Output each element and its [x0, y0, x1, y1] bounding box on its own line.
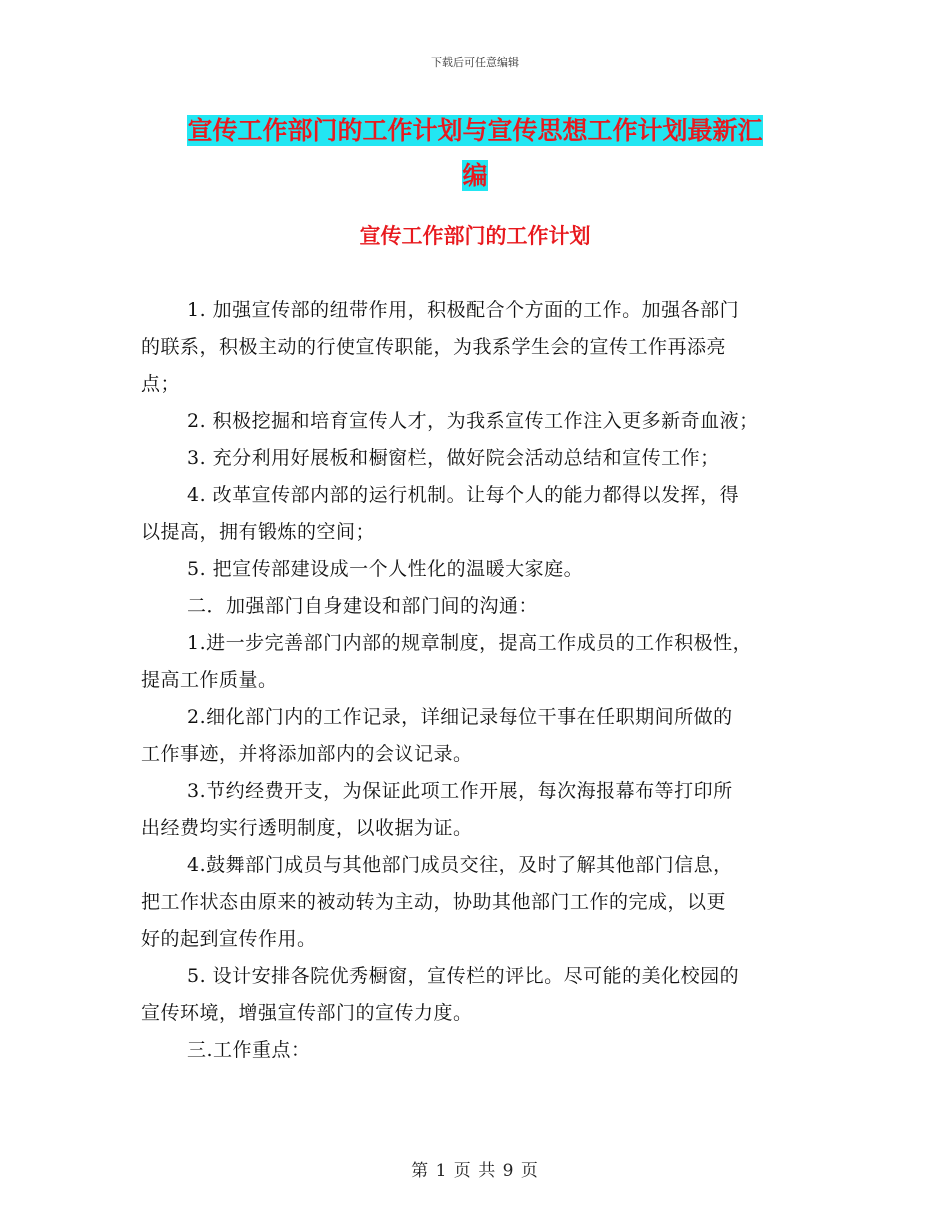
paragraph	[141, 292, 821, 403]
document-title-line: 宣传工作部门的工作计划与宣传思想工作计划最新汇	[187, 116, 763, 145]
paragraph-line: 二．加强部门自身建设和部门间的沟通：	[187, 595, 539, 617]
paragraph-line: 2.细化部门内的工作记录，详细记录每位干事在任职期间所做的	[187, 706, 733, 728]
paragraph	[141, 625, 821, 699]
paragraph	[141, 773, 821, 847]
paragraph-line: 1. 加强宣传部的纽带作用，积极配合个方面的工作。加强各部门	[187, 299, 740, 321]
paragraph-line: 3. 充分利用好展板和橱窗栏，做好院会活动总结和宣传工作；	[187, 447, 720, 469]
paragraph-line: 好的起到宣传作用。	[141, 928, 317, 950]
paragraph	[141, 1032, 821, 1069]
paragraph-line: 出经费均实行透明制度，以收据为证。	[141, 817, 473, 839]
paragraph-line: 4.鼓舞部门成员与其他部门成员交往，及时了解其他部门信息，	[187, 854, 733, 876]
paragraph	[141, 403, 821, 440]
paragraph	[141, 477, 821, 551]
paragraph-line: 的联系，积极主动的行使宣传职能，为我系学生会的宣传工作再添亮	[141, 336, 727, 358]
document-title	[140, 108, 810, 198]
paragraph	[141, 847, 821, 958]
page-footer: 第 1 页 共 9 页	[411, 1161, 539, 1181]
paragraph-line: 点；	[141, 373, 181, 395]
paragraph-line: 2. 积极挖掘和培育宣传人才，为我系宣传工作注入更多新奇血液；	[187, 410, 759, 432]
paragraph-line: 3.节约经费开支，为保证此项工作开展，每次海报幕布等打印所	[187, 780, 733, 802]
paragraph-line: 把工作状态由原来的被动转为主动，协助其他部门工作的完成，以更	[141, 891, 727, 913]
paragraph-line: 三.工作重点：	[187, 1039, 311, 1061]
paragraph	[141, 551, 821, 588]
paragraph-line: 工作事迹，并将添加部内的会议记录。	[141, 743, 473, 765]
document-title-line: 编	[462, 161, 488, 190]
paragraph	[141, 699, 821, 773]
paragraph	[141, 958, 821, 1032]
paragraph-line: 5. 把宣传部建设成一个人性化的温暖大家庭。	[187, 558, 584, 580]
paragraph	[141, 588, 821, 625]
section-title: 宣传工作部门的工作计划	[359, 224, 591, 248]
paragraph-line: 以提高，拥有锻炼的空间；	[141, 521, 376, 543]
header-note: 下载后可任意编辑	[431, 56, 519, 69]
paragraph-line: 1.进一步完善部门内部的规章制度，提高工作成员的工作积极性，	[187, 632, 753, 654]
paragraph-line: 5. 设计安排各院优秀橱窗，宣传栏的评比。尽可能的美化校园的	[187, 965, 740, 987]
document-body	[141, 292, 821, 1069]
paragraph-line: 4. 改革宣传部内部的运行机制。让每个人的能力都得以发挥，得	[187, 484, 740, 506]
paragraph-line: 宣传环境，增强宣传部门的宣传力度。	[141, 1002, 473, 1024]
paragraph	[141, 440, 821, 477]
paragraph-line: 提高工作质量。	[141, 669, 278, 691]
